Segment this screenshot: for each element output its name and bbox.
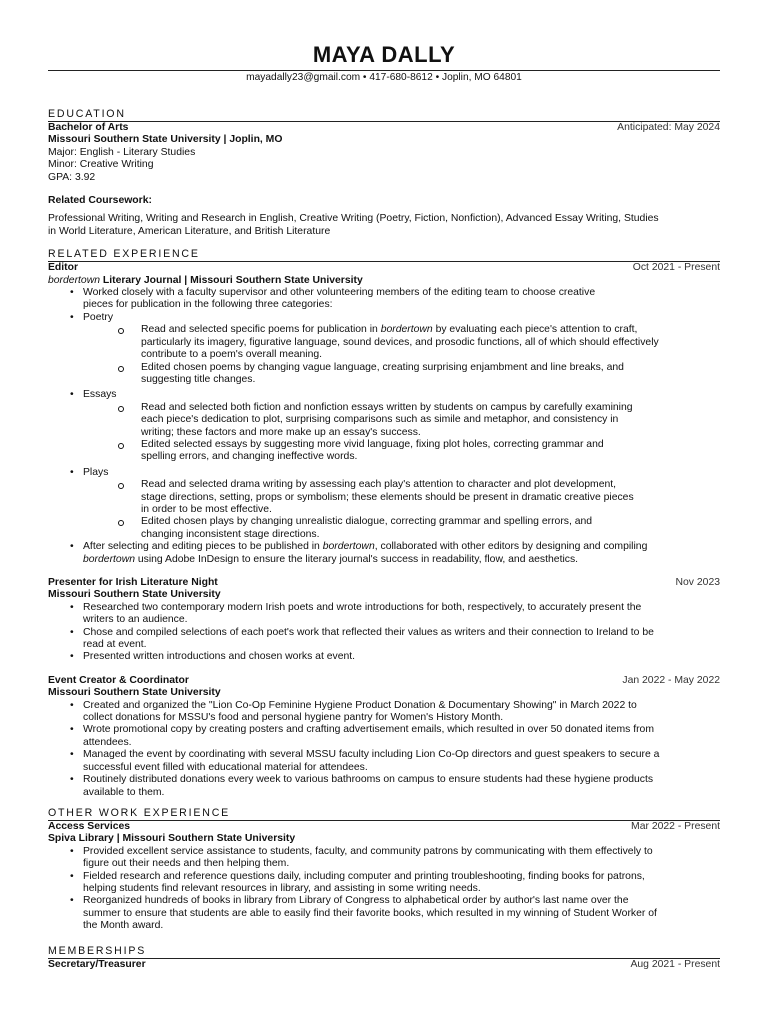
journal-name: bordertown [48, 274, 100, 286]
list-item: • Reorganized hundreds of books in library from Library of Congress to alphabetical order by author's last name over the summer to ensure that students are able to easily find their favorite books, which resulted in my winning of Student Worker of the Month award. [48, 895, 720, 932]
membership-date: Aug 2021 - Present [630, 958, 720, 970]
access-bullets [48, 846, 720, 933]
school: Missouri Southern State University | Joplin, MO [48, 134, 283, 146]
minor: Minor: Creative Writing [48, 159, 154, 171]
candidate-name: MAYA DALLY [312, 42, 456, 67]
list-item: Read and selected drama writing by assessing each play's attention to character and plot development, stage directions, setting, props or symbolism; these elements should be present in dramatic creative pieces in order to be most effective. [48, 479, 720, 516]
coursework-label: Related Coursework: [48, 195, 152, 207]
coursework-line: Professional Writing, Writing and Research in English, Creative Writing (Poetry, Fiction, Nonfiction), Advanced Essay Writing, Studies [48, 213, 659, 225]
list-item: • Researched two contemporary modern Irish poets and wrote introductions for both, respectively, to accurately present the writers to an audience. [48, 602, 720, 627]
list-item: • Fielded research and reference questions daily, including computer and printing troubleshooting, finding books for patrons, helping students find relevant resources in library, and assisting in some writing needs. [48, 871, 720, 896]
list-item: • Worked closely with a faculty supervisor and other volunteering members of the editing team to choose creative pieces for publication in the following three categories: [48, 287, 720, 312]
event-bullets [48, 700, 720, 799]
job-row-editor [48, 262, 720, 274]
education-degree-row [48, 122, 720, 134]
plays-subitems [48, 479, 720, 541]
section-title-other-work-experience: OTHER WORK EXPERIENCE [48, 807, 720, 821]
job-date: Nov 2023 [675, 577, 720, 588]
coursework-line: in World Literature, American Literature, and British Literature [48, 225, 331, 237]
education-date: Anticipated: May 2024 [617, 122, 720, 133]
list-item: • Presented written introductions and chosen works at event. [48, 651, 720, 663]
contact-line: mayadally23@gmail.com • 417-680-8612 • Joplin, MO 64801 [48, 70, 720, 84]
section-title-related-experience: RELATED EXPERIENCE [48, 248, 720, 262]
job-title: Editor [48, 262, 79, 274]
list-item: • Chose and compiled selections of each poet's work that reflected their values as writers and their connection to Ireland to be read at event. [48, 627, 720, 652]
section-title-memberships: MEMBERSHIPS [48, 945, 720, 959]
list-item: Edited selected essays by suggesting more vivid language, fixing plot holes, correcting grammar and spelling errors, and changing ineffective words. [48, 439, 720, 464]
list-item: • Essays [48, 389, 720, 401]
list-item: Edited chosen plays by changing unrealistic dialogue, correcting grammar and spelling errors, and changing inconsistent stage directions. [48, 516, 720, 541]
list-item: Read and selected specific poems for publication in bordertown by evaluating each piece's attention to craft, particularly its imagery, figurative language, sound devices, and prosodic functions, all of which should effectively contribute to a poem's overall meaning. [48, 324, 720, 361]
job-org: Spiva Library | Missouri Southern State University [48, 833, 296, 845]
job-date: Mar 2022 - Present [631, 820, 720, 832]
section-title-education: EDUCATION [48, 108, 720, 122]
job-org: bordertown Literary Journal | Missouri Southern State University [48, 274, 363, 286]
job-org: Missouri Southern State University [48, 687, 221, 699]
list-item: • Poetry [48, 312, 720, 324]
job-date: Oct 2021 - Present [632, 262, 720, 274]
job-title: Event Creator & Coordinator [48, 674, 189, 686]
list-item: • Created and organized the "Lion Co-Op Feminine Hygiene Product Donation & Documentary Showing" in March 2022 to collect donations for MSSU's food and personal hygiene pantry for Women's History Month. [48, 700, 720, 725]
list-item: • Provided excellent service assistance to students, faculty, and community patrons by communicating with them effectively to figure out their needs and then helping them. [48, 846, 720, 871]
essays-subitems [48, 402, 720, 464]
job-row-event [48, 675, 720, 687]
list-item: • Routinely distributed donations every week to various bathrooms on campus to ensure students had these hygiene products available to them. [48, 774, 720, 799]
list-item: • Managed the event by coordinating with several MSSU faculty including Lion Co-Op directors and guest speakers to secure a successful event filled with educational material for attendees. [48, 749, 720, 774]
job-row-presenter [48, 577, 720, 589]
list-item: Edited chosen poems by changing vague language, creating surprising enjambment and line breaks, and suggesting title changes. [48, 362, 720, 387]
list-item: Read and selected both fiction and nonfiction essays written by students on campus by carefully examining each piece's dedication to plot, surprising comparisons such as simile and metaphor, and consistency in writing; these factors and more make up an essay's success. [48, 402, 720, 439]
job-org: Missouri Southern State University [48, 589, 221, 601]
job-title: Presenter for Irish Literature Night [48, 577, 218, 588]
gpa: GPA: 3.92 [48, 171, 96, 183]
membership-row [48, 959, 720, 971]
degree: Bachelor of Arts [48, 122, 129, 133]
membership-role: Secretary/Treasurer [48, 958, 146, 970]
list-item: • Wrote promotional copy by creating posters and crafting advertisement emails, which resulted in over 50 donated items from attendees. [48, 724, 720, 749]
job-title: Access Services [48, 820, 131, 832]
editor-bullets [48, 287, 720, 324]
job-date: Jan 2022 - May 2022 [622, 674, 720, 686]
major: Major: English - Literary Studies [48, 146, 196, 158]
presenter-bullets [48, 602, 720, 664]
list-item: • Plays [48, 467, 720, 479]
poetry-subitems [48, 324, 720, 386]
list-item: • After selecting and editing pieces to be published in bordertown, collaborated with other editors by designing and compiling bordertown using Adobe InDesign to ensure the literary journal's success in readability, flow, and aesthetics. [48, 541, 720, 566]
resume-page [48, 42, 720, 971]
job-row-access-services [48, 821, 720, 833]
